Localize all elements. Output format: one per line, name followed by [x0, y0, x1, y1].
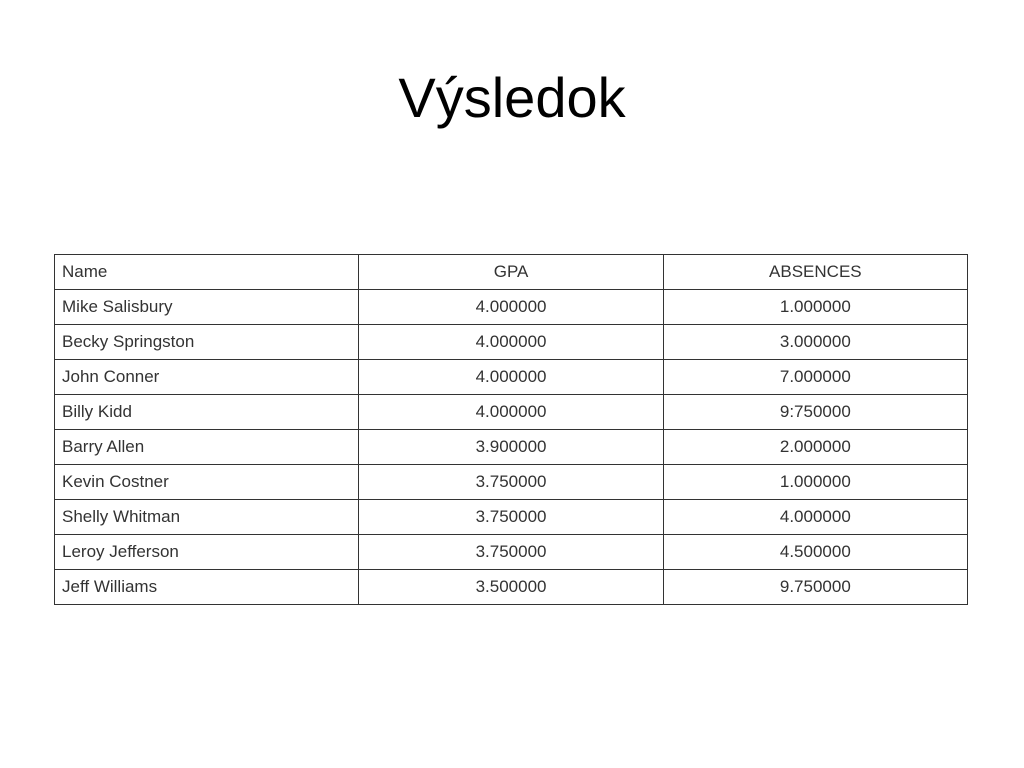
name-cell: Mike Salisbury [55, 290, 359, 325]
results-table [54, 254, 968, 605]
table-row [55, 570, 968, 605]
gpa-cell: 3.500000 [359, 570, 663, 605]
column-header-gpa: GPA [359, 255, 663, 290]
table-row [55, 290, 968, 325]
gpa-cell: 3.750000 [359, 500, 663, 535]
absences-cell: 4.000000 [663, 500, 967, 535]
table-row [55, 325, 968, 360]
absences-cell: 9:750000 [663, 395, 967, 430]
name-cell: Becky Springston [55, 325, 359, 360]
absences-cell: 1.000000 [663, 465, 967, 500]
absences-cell: 2.000000 [663, 430, 967, 465]
table-row [55, 465, 968, 500]
absences-cell: 1.000000 [663, 290, 967, 325]
name-cell: Kevin Costner [55, 465, 359, 500]
table-header-row [55, 255, 968, 290]
absences-cell: 3.000000 [663, 325, 967, 360]
table-row [55, 360, 968, 395]
gpa-cell: 3.750000 [359, 535, 663, 570]
table-row [55, 500, 968, 535]
name-cell: Jeff Williams [55, 570, 359, 605]
gpa-cell: 3.900000 [359, 430, 663, 465]
name-cell: Billy Kidd [55, 395, 359, 430]
name-cell: Leroy Jefferson [55, 535, 359, 570]
table-row [55, 535, 968, 570]
name-cell: John Conner [55, 360, 359, 395]
column-header-absences: ABSENCES [663, 255, 967, 290]
gpa-cell: 4.000000 [359, 360, 663, 395]
gpa-cell: 3.750000 [359, 465, 663, 500]
name-cell: Shelly Whitman [55, 500, 359, 535]
column-header-name: Name [55, 255, 359, 290]
absences-cell: 7.000000 [663, 360, 967, 395]
slide-title: Výsledok [398, 66, 626, 129]
table-row [55, 430, 968, 465]
table-row [55, 395, 968, 430]
absences-cell: 9.750000 [663, 570, 967, 605]
gpa-cell: 4.000000 [359, 395, 663, 430]
gpa-cell: 4.000000 [359, 325, 663, 360]
absences-cell: 4.500000 [663, 535, 967, 570]
gpa-cell: 4.000000 [359, 290, 663, 325]
name-cell: Barry Allen [55, 430, 359, 465]
